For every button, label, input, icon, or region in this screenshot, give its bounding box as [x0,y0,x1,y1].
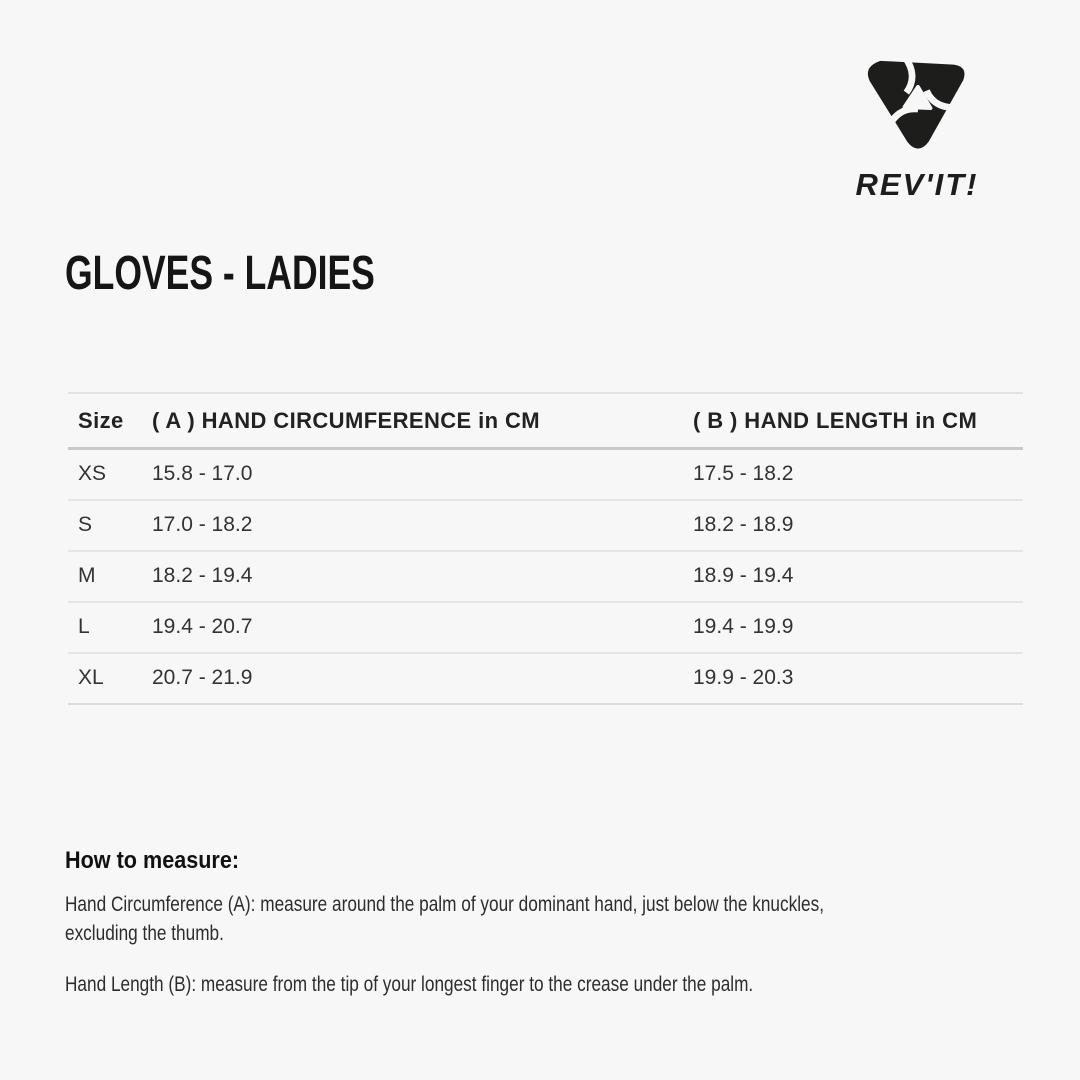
table-header-row [68,393,1023,449]
hand-circumference-cell: 20.7 - 21.9 [152,653,693,704]
hand-length-cell: 19.4 - 19.9 [693,602,1023,653]
brand-logo [843,56,991,203]
size-table [68,392,1023,705]
brand-name: REV'IT! [855,167,979,202]
hand-length-instruction: Hand Length (B): measure from the tip of your longest finger to the crease under the palm. [65,973,754,996]
column-header-hand-circumference: ( A ) HAND CIRCUMFERENCE in CM [152,393,693,449]
table-row [68,551,1023,602]
column-header-size: Size [68,393,152,449]
hand-length-cell: 17.5 - 18.2 [693,449,1023,501]
column-header-hand-length: ( B ) HAND LENGTH in CM [693,393,1023,449]
table-row [68,602,1023,653]
table-row [68,500,1023,551]
how-to-measure-heading: How to measure: [65,847,240,874]
hand-length-cell: 19.9 - 20.3 [693,653,1023,704]
table-row [68,653,1023,704]
hand-circumference-instruction: Hand Circumference (A): measure around the palm of your dominant hand, just below the knuckles, excluding the thumb. [65,893,825,945]
size-cell: XL [68,653,152,704]
size-cell: L [68,602,152,653]
hand-circumference-cell: 15.8 - 17.0 [152,449,693,501]
hand-length-cell: 18.2 - 18.9 [693,500,1023,551]
size-cell: XS [68,449,152,501]
hand-circumference-cell: 17.0 - 18.2 [152,500,693,551]
how-to-measure-section [65,846,1077,1021]
hand-circumference-cell: 18.2 - 19.4 [152,551,693,602]
revit-badge-icon [843,56,991,164]
hand-length-cell: 18.9 - 19.4 [693,551,1023,602]
table-row [68,449,1023,501]
page-title: GLOVES - LADIES [65,247,375,300]
size-cell: S [68,500,152,551]
size-cell: M [68,551,152,602]
hand-circumference-cell: 19.4 - 20.7 [152,602,693,653]
